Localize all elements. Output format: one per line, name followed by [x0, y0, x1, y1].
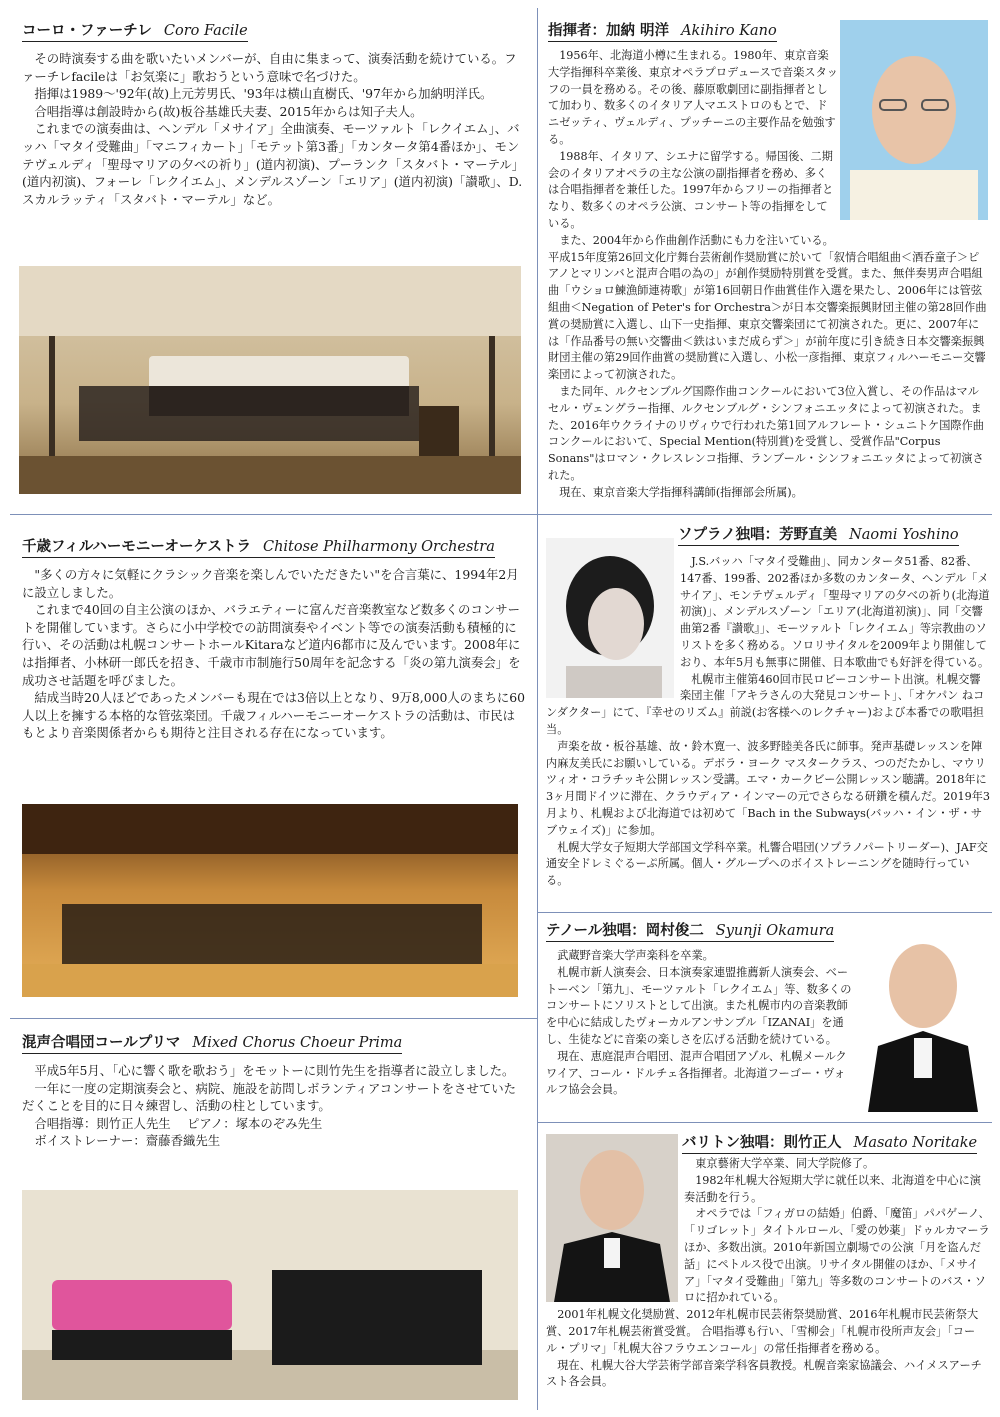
section-divider — [10, 514, 537, 515]
section-soprano — [546, 526, 990, 910]
section-prima — [22, 1032, 526, 1182]
section-title: テノール独唱：岡村俊二 Syunji Okamura — [546, 922, 834, 942]
chitose-orchestra-photo — [22, 804, 518, 997]
section-body: "多くの方々に気軽にクラシック音楽を楽しんでいただきたい"を合言葉に、1994年2月に設立しました。 これまで40回の自主公演のほか、バラエティーに富んだ音楽教室など数多くのコンサートを開催しています。さらに小中学校での訪問演奏やイベント等での演奏活動も積極的に行い、その活動は札幌コンサートホールKitaraなど道内6都市に及んでいます。2008年には指揮者、小林研一郎氏を招き、千歳市市制施行50周年を記念する「炎の第九演奏会」を成功させ話題を呼びました。 結成当時20人ほどであったメンバーも現在では3倍以上となり、9万8,000人のまちに60人以上を擁する本格的な管弦楽団。千歳フィルハーモニーオーケストラの活動は、市民はもとより音楽関係者からも期待と注目される存在になっています。 — [22, 567, 526, 741]
section-tenor — [546, 920, 990, 1118]
section-body: J.S.バッハ「マタイ受難曲」、同カンタータ51番、82番、147番、199番、202番ほか多数のカンタータ、ヘンデル「メサイア」、モンテヴェルディ「聖母マリアの夕べの祈り(北海道初演)」、メンデルスゾーン「エリア(北海道初演)」、同「交響曲第2番『讃歌』」、モーツァルト「レクイエム」等宗教曲のソリストを多く務める。ソロリサイタルを2009年より開催しており、本年5月も無事に開催、日本歌曲でも好評を得ている。 札幌市主催第460回市民ロビーコンサート出演。札幌交響楽団主催「アキラさんの大発見コンサート」、「オケパン ねコンダクター」にて、『幸せのリズム』前説(お客様へのレクチャー)および本番での歌唱担当。 声楽を故・板谷基雄、故・鈴木寛一、波多野睦美各氏に師事。発声基礎レッスンを陣内麻友美氏にお願いしている。デボラ・ヨーク マスタークラス、つのだたかし、マウリツィオ・コラチッキ公開レッスン受講。エマ・カークビー公開レッスン聴講。2018年に3ヶ月間ドイツに滞在、クラウディア・インマーの元でさらなる研鑽を積んだ。2019年3月より、札幌および北海道では初めて「Bach in the Subways(バッハ・イン・ザ・サブウェイズ)」に参加。 札幌大学女子短期大学部国文学科卒業。札響合唱団(ソプラノパートリーダー)、JAF交通安全ドレミぐるーぷ所属。個人・グループへのボイストレーニングを随時行っている。 — [546, 555, 990, 888]
section-body: その時演奏する曲を歌いたいメンバーが、自由に集まって、演奏活動を続けている。ファーチレfacileは「お気楽に」歌おうという意味で名づけた。 指揮は1989～'92年(故)上元芳男氏、'93年は横山直樹氏、'97年から加納明洋氏。 合唱指導は創設時から(故)板谷基雄氏夫妻、2015年からは知子夫人。 これまでの演奏曲は、ヘンデル「メサイア」全曲演奏、モーツァルト「レクイエム」、バッハ「マタイ受難曲」「マニフィカート」「モテット第3番」「カンタータ第4番ほか」、モンテヴェルディ「聖母マリアの夕べの祈り」(道内初演)、プーランク「スタバト・マーテル」(道内初演)、フォーレ「レクイエム」、メンデルスゾーン「エリア」(道内初演)「讃歌」、D.スカルラッティ「スタバト・マーテル」など。 — [22, 51, 525, 207]
tenor-portrait — [858, 926, 988, 1112]
soprano-portrait — [546, 538, 674, 698]
section-title: 混声合唱団コールプリマ Mixed Chorus Choeur Prima — [22, 1034, 402, 1054]
section-body: 東京藝術大学卒業、同大学院修了。 1982年札幌大谷短期大学に就任以来、北海道を中心に演奏活動を行う。 オペラでは「フィガロの結婚」伯爵、「魔笛」パパゲーノ、「リゴレット」タイトルロール、「愛の妙薬」ドゥルカマーラほか、多数出演。2010年新国立劇場での公演「月を盗んだ話」にペトルス役で出演。リサイタル開催のほか、「メサイア」「マタイ受難曲」「第九」等多数のコンサートのバス・ソロに招かれている。 2001年札幌文化奨励賞、2012年札幌市民芸術祭奨励賞、2016年札幌市民芸術祭大賞、2017年札幌芸術賞受賞。 合唱指導も行い、「雪柳会」「札幌市役所声友会」「コール・プリマ」「札幌大谷フラウエンコール」の常任指揮者を務める。 現在、札幌大谷大学芸術学部音楽学科客員教授。札幌音楽家協議会、ハイメスアーチスト各会員。 — [546, 1157, 990, 1389]
section-title: バリトン独唱：則竹正人 Masato Noritake — [682, 1134, 977, 1154]
section-coro-facile — [22, 20, 526, 270]
prima-staff-line: 合唱指導：則竹正人先生 ピアノ：塚本のぞみ先生 — [34, 1115, 323, 1131]
baritone-portrait — [546, 1134, 678, 1302]
section-body: 1956年、北海道小樽に生まれる。1980年、東京音楽大学指揮科卒業後、東京オペラプロデュースで音楽スタッフの一員を務める。その後、藤原歌劇団に副指揮者として加わり、数多くのイタリア人マエストロのもとで、ドニゼッティ、ヴェルディ、プッチーニの主要作品を勉強する。 1988年、イタリア、シエナに留学する。帰国後、二期会のイタリアオペラの主な公演の副指揮者を務め、多くは合唱指揮者を兼任した。1997年からフリーの指揮者となり、数多くのオペラ公演、コンサート等の指揮をしている。 また、2004年から作曲創作活動にも力を注いている。平成15年度第26回文化庁舞台芸術創作奨励賞に於いて「叙情合唱組曲＜酒呑童子＞ピアノとマリンバと混声合唱の為の」が創作奨励特別賞を受賞。また、無伴奏男声合唱組曲「ウショロ鰊漁師連祷歌」が第16回朝日作曲賞佳作入選を果たし、2006年には管弦組曲＜Negation of Peter's for Orchestra＞が日本交響楽振興財団主催の第28回作曲賞の奨励賞に入選し、山下一史指揮、東京交響楽団にて初演された。更に、2007年には「作品番号の無い交響曲＜鉄はいまだ成らず＞」が前年度に引き続き日本交響楽振興財団主催の第29回作曲賞の奨励賞に入選し、小松一彦指揮、東京フィルハーモニー交響楽団によって初演された。 また同年、ルクセンブルグ国際作曲コンクールにおいて3位入賞し、その作品はマルセル・ヴェングラー指揮、ルクセンブルグ・シンフォニエッタによって初演された。また、2016年ウクライナのリヴィウで行われた第1回アルフレート・シュニトケ国際作曲コンクールにおいて、Special Mention(特別賞)を受賞し、受賞作品"Corpus Sonans"はロマン・クレスレンコ指揮、ランブール・シンフォニエッタによって初演された。 現在、東京音楽大学指揮科講師(指揮部会所属)。 — [548, 49, 987, 499]
section-baritone — [546, 1134, 990, 1410]
conductor-portrait — [840, 20, 988, 220]
section-title: 千歳フィルハーモニーオーケストラ Chitose Philharmony Orchestra — [22, 538, 495, 558]
section-chitose — [22, 536, 526, 796]
section-divider — [537, 514, 992, 515]
section-body: 平成5年5月、「心に響く歌を歌おう」をモットーに則竹先生を指導者に設立しました。 一年に一度の定期演奏会と、病院、施設を訪問しボランティアコンサートをさせていただくことを目的に日々練習し、活動の柱としています。 合唱指導：則竹正人先生 ピアノ：塚本のぞみ先生 ボイストレーナー：齋藤香織先生 — [22, 1062, 526, 1150]
section-divider — [537, 1122, 992, 1123]
coro-facile-concert-photo — [19, 266, 521, 494]
section-conductor — [548, 20, 988, 510]
section-title: コーロ・ファーチレ Coro Facile — [22, 22, 248, 42]
section-title: ソプラノ独唱：芳野直美 Naomi Yoshino — [678, 526, 959, 546]
prima-staff-line: ボイストレーナー：齋藤香織先生 — [34, 1133, 221, 1149]
section-divider — [10, 1018, 537, 1019]
section-title: 指揮者：加納 明洋 Akihiro Kano — [548, 22, 777, 42]
prima-chorus-photo — [22, 1190, 518, 1400]
section-divider — [537, 912, 992, 913]
column-divider — [537, 8, 538, 1410]
section-body: 武蔵野音楽大学声楽科を卒業。 札幌市新人演奏会、日本演奏家連盟推薦新人演奏会、ベートーベン「第九」、モーツァルト「レクイエム」等、数多くのコンサートにソリストとして出演。また札幌市内の音楽教師を中心に結成したヴォーカルアンサンブル「IZANAI」を通し、生徒などに音楽の楽しさを広げる活動を続けている。 現在、恵庭混声合唱団、混声合唱団アゾル、札幌メールクワイア、コール・ドルチェ各指揮者。北海道フーゴー・ヴォルフ協会会員。 — [546, 949, 852, 1097]
